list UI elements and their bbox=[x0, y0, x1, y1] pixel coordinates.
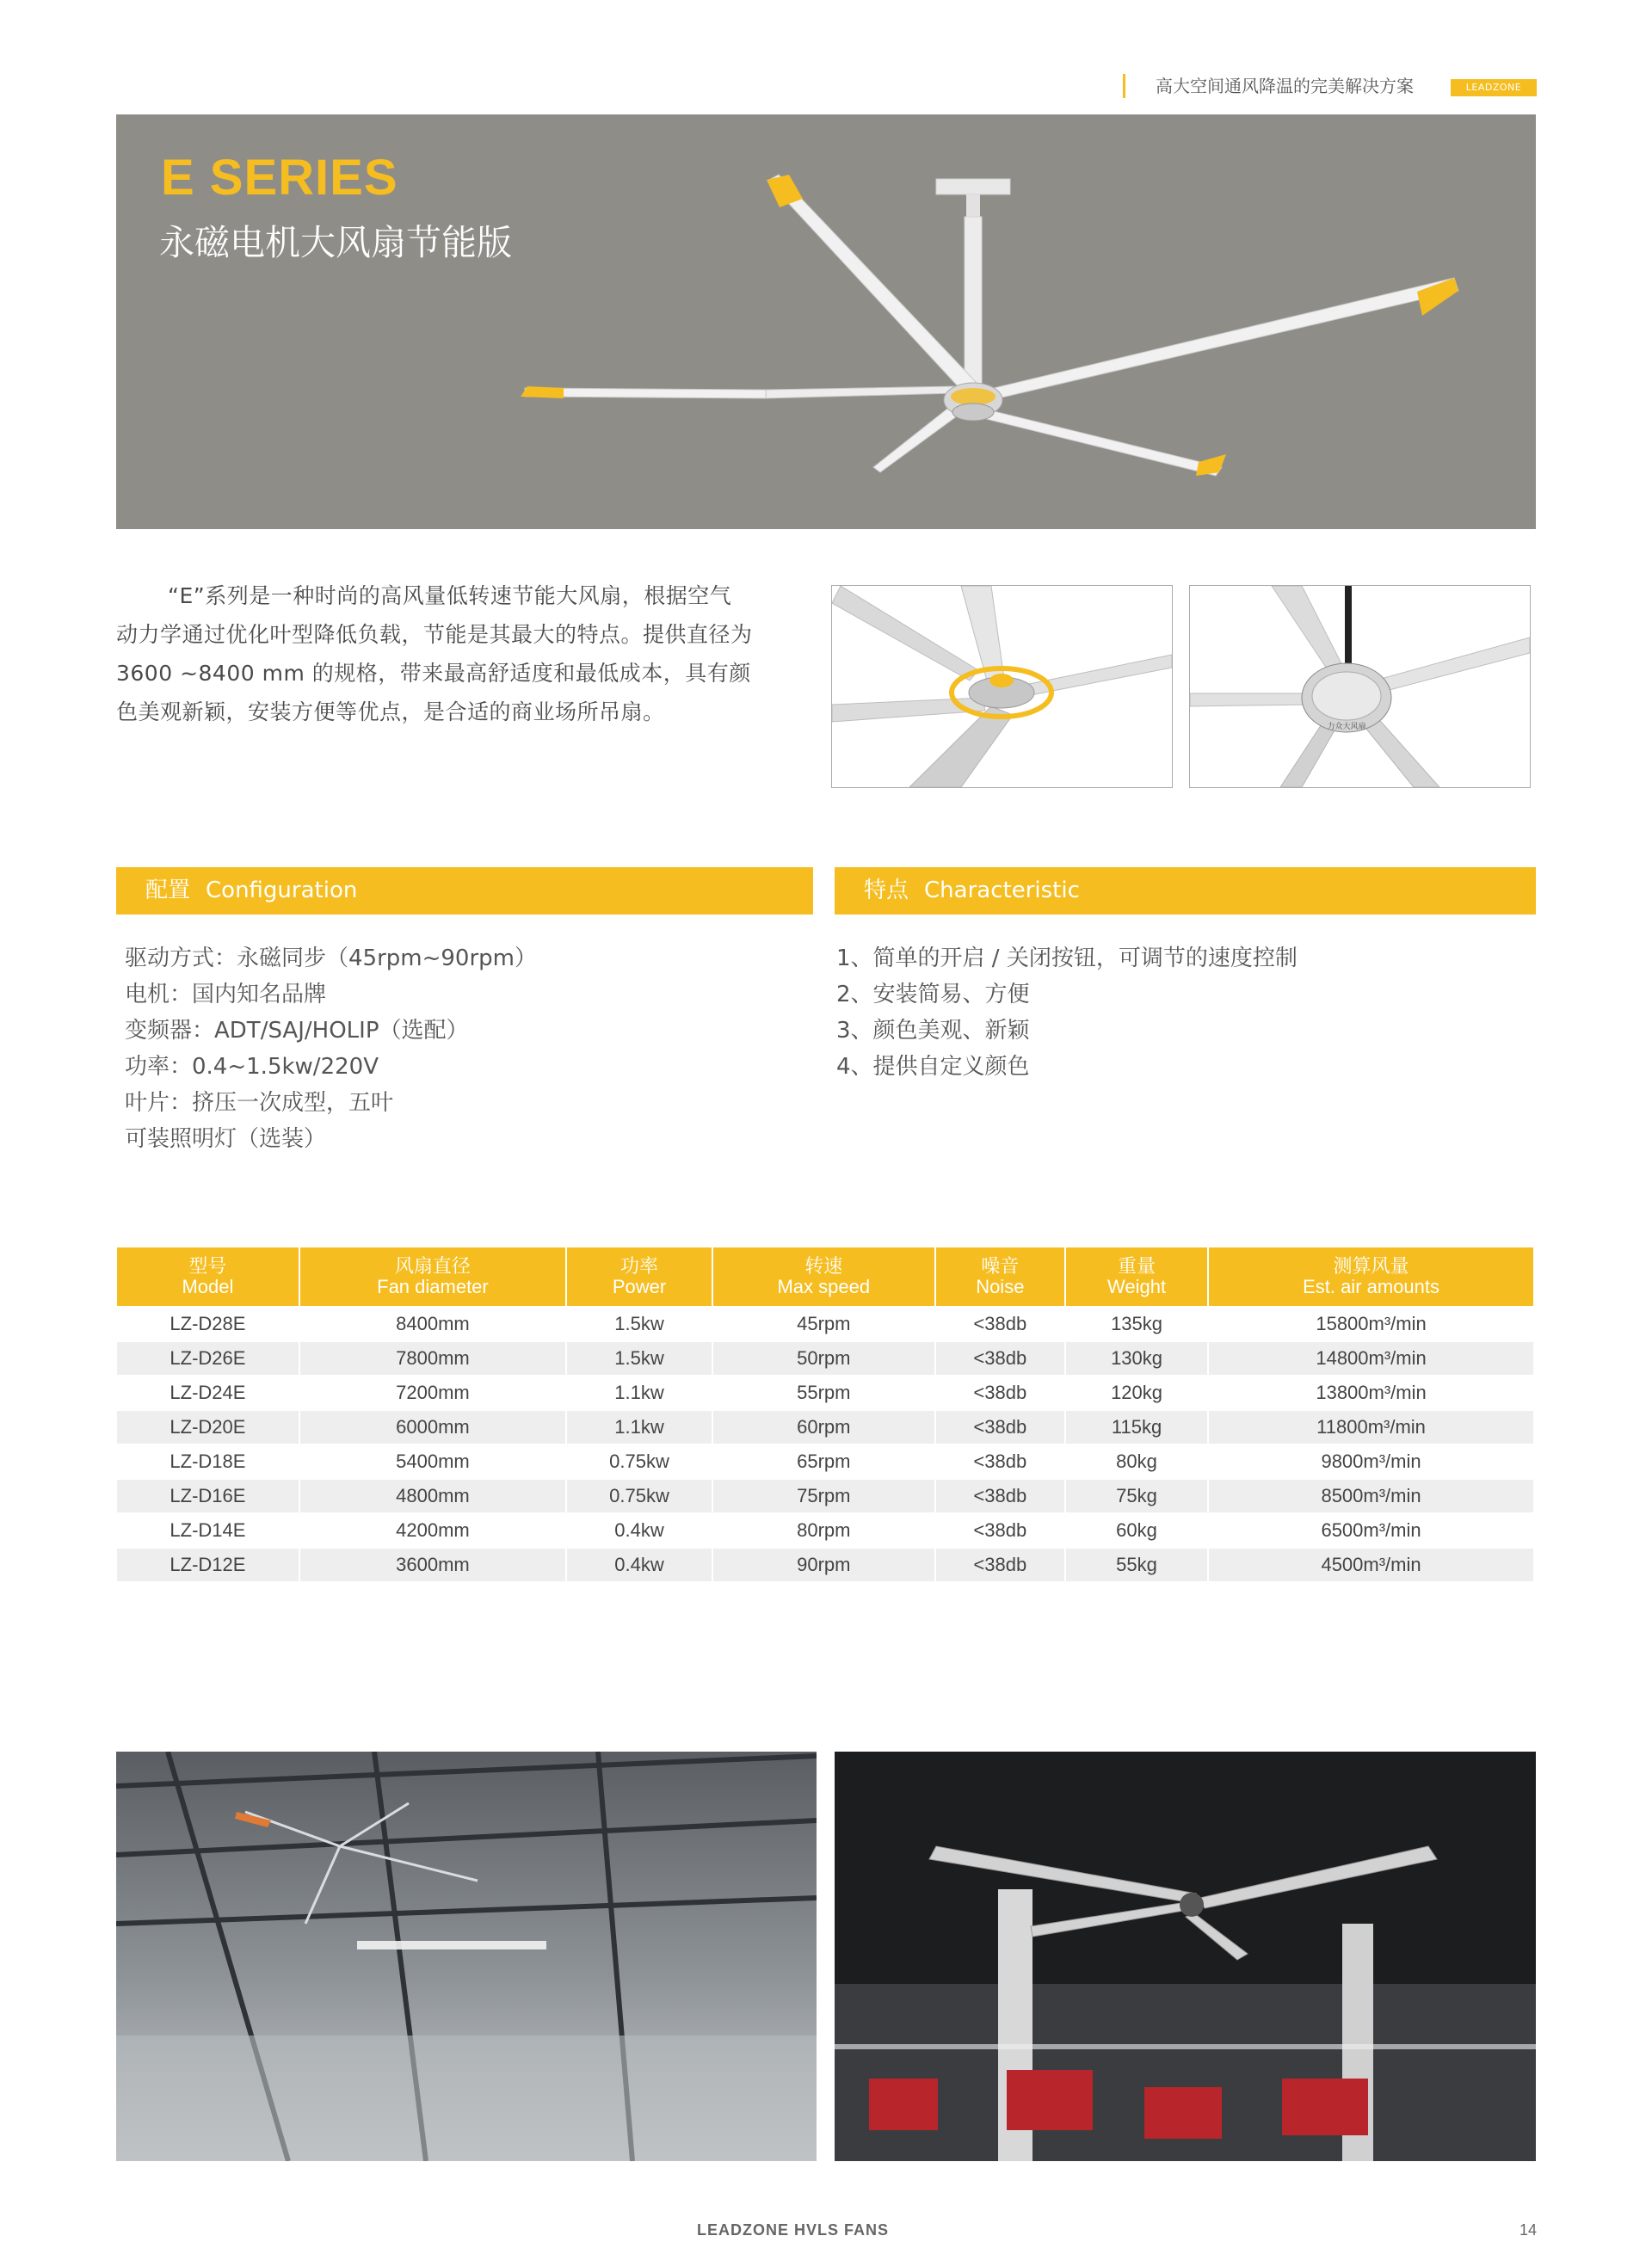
table-cell: 7800mm bbox=[300, 1342, 565, 1375]
configuration-list bbox=[125, 940, 537, 1157]
table-cell: 80rpm bbox=[797, 1519, 851, 1541]
hero-title: E SERIES bbox=[161, 150, 398, 206]
table-row bbox=[117, 1514, 1533, 1547]
table-cell: 75kg bbox=[1066, 1480, 1207, 1512]
configuration-title-en: Configuration bbox=[206, 878, 358, 903]
hero-subtitle: 永磁电机大风扇节能版 bbox=[159, 222, 512, 263]
header-tagline: 高大空间通风降温的完美解决方案 bbox=[1156, 76, 1414, 96]
list-item: 叶片：挤压一次成型，五叶 bbox=[125, 1090, 394, 1116]
table-row bbox=[117, 1342, 1533, 1375]
table-cell: LZ-D12E bbox=[117, 1549, 299, 1581]
table-cell: 75rpm bbox=[713, 1480, 934, 1512]
column-header: 型号 Model bbox=[117, 1247, 299, 1306]
table-cell: 13800m³/min bbox=[1316, 1382, 1427, 1403]
table-cell: LZ-D28E bbox=[170, 1313, 246, 1334]
table-row bbox=[117, 1445, 1533, 1478]
column-header: 重量 Weight bbox=[1066, 1247, 1207, 1306]
table-cell: LZ-D26E bbox=[117, 1342, 299, 1375]
table-row bbox=[117, 1377, 1533, 1409]
characteristic-title-cn: 特点 bbox=[864, 878, 909, 903]
table-cell: 9800m³/min bbox=[1321, 1451, 1421, 1472]
fan-hub-closeup-photo-1 bbox=[831, 585, 1173, 788]
table-cell: 130kg bbox=[1066, 1342, 1207, 1375]
column-header: 转速 Max speed bbox=[713, 1247, 934, 1306]
table-cell: 1.1kw bbox=[567, 1411, 712, 1444]
gym-install-photo bbox=[835, 1752, 1536, 2161]
list-item: 驱动方式：永磁同步（45rpm~90rpm） bbox=[125, 945, 537, 971]
table-cell: <38db bbox=[936, 1480, 1064, 1512]
list-item: 电机：国内知名品牌 bbox=[125, 982, 327, 1007]
table-cell: 115kg bbox=[1066, 1411, 1207, 1444]
brand-badge: LEADZONE bbox=[1451, 79, 1537, 96]
table-cell: 8500m³/min bbox=[1209, 1480, 1533, 1512]
table-cell: <38db bbox=[936, 1342, 1064, 1375]
list-item: 可装照明灯（选装） bbox=[125, 1126, 327, 1152]
table-cell: 0.4kw bbox=[614, 1519, 664, 1541]
list-item: 2、安装简易、方便 bbox=[836, 982, 1030, 1007]
table-cell: 60rpm bbox=[713, 1411, 934, 1444]
table-cell: LZ-D24E bbox=[170, 1382, 246, 1403]
table-cell: 65rpm bbox=[797, 1451, 851, 1472]
table-cell: 0.4kw bbox=[567, 1549, 712, 1581]
table-cell: 15800m³/min bbox=[1316, 1313, 1427, 1334]
table-header-row bbox=[117, 1247, 1533, 1306]
table-cell: 120kg bbox=[1111, 1382, 1163, 1403]
characteristic-header bbox=[835, 867, 1536, 915]
spec-table bbox=[115, 1246, 1535, 1583]
table-cell: <38db bbox=[973, 1451, 1027, 1472]
characteristic-list bbox=[836, 940, 1298, 1085]
table-cell: LZ-D16E bbox=[117, 1480, 299, 1512]
hub-logo-text: 力众大风扇 bbox=[1327, 723, 1366, 731]
column-header: 风扇直径 Fan diameter bbox=[300, 1247, 565, 1306]
table-row bbox=[117, 1549, 1533, 1581]
table-cell: 55kg bbox=[1066, 1549, 1207, 1581]
list-item: 3、颜色美观、新颖 bbox=[836, 1018, 1030, 1044]
table-cell: 4800mm bbox=[300, 1480, 565, 1512]
table-cell: <38db bbox=[936, 1549, 1064, 1581]
table-cell: 4500m³/min bbox=[1209, 1549, 1533, 1581]
table-cell: 6000mm bbox=[300, 1411, 565, 1444]
table-cell: 1.5kw bbox=[567, 1342, 712, 1375]
table-cell: 55rpm bbox=[797, 1382, 851, 1403]
table-cell: 6500m³/min bbox=[1321, 1519, 1421, 1541]
configuration-title-cn: 配置 bbox=[145, 878, 191, 903]
footer-brand: LEADZONE HVLS FANS bbox=[697, 2221, 890, 2239]
table-cell: 4200mm bbox=[396, 1519, 470, 1541]
table-cell: 0.75kw bbox=[567, 1480, 712, 1512]
column-header: 测算风量 Est. air amounts bbox=[1209, 1247, 1533, 1306]
list-item: 1、简单的开启 / 关闭按钮，可调节的速度控制 bbox=[836, 945, 1298, 971]
table-cell: <38db bbox=[973, 1313, 1027, 1334]
column-header: 噪音 Noise bbox=[936, 1247, 1064, 1306]
table-cell: <38db bbox=[936, 1411, 1064, 1444]
table-cell: 1.1kw bbox=[614, 1382, 664, 1403]
table-cell: 8400mm bbox=[396, 1313, 470, 1334]
table-cell: LZ-D14E bbox=[170, 1519, 246, 1541]
characteristic-title-en: Characteristic bbox=[924, 878, 1080, 903]
header-accent-line bbox=[1123, 74, 1125, 98]
table-cell: 0.75kw bbox=[609, 1451, 669, 1472]
table-cell: 14800m³/min bbox=[1209, 1342, 1533, 1375]
table-row bbox=[117, 1411, 1533, 1444]
table-cell: LZ-D20E bbox=[117, 1411, 299, 1444]
table-cell: <38db bbox=[973, 1382, 1027, 1403]
table-cell: 45rpm bbox=[797, 1313, 851, 1334]
table-cell: 80kg bbox=[1116, 1451, 1157, 1472]
warehouse-install-photo bbox=[116, 1752, 817, 2161]
table-cell: 11800m³/min bbox=[1209, 1411, 1533, 1444]
list-item: 4、提供自定义颜色 bbox=[836, 1054, 1030, 1080]
configuration-header bbox=[116, 867, 813, 915]
column-header: 功率 Power bbox=[567, 1247, 712, 1306]
intro-paragraph: “E”系列是一种时尚的高风量低转速节能大风扇，根据空气动力学通过优化叶型降低负载，节能是其最大的特点。提供直径为 3600 ~8400 mm 的规格，带来最高舒适度和最低成本，具有颜色美观新颖，安装方便等优点，是合适的商业场所吊扇。 bbox=[116, 583, 753, 724]
table-cell: 135kg bbox=[1111, 1313, 1163, 1334]
table-cell: 50rpm bbox=[713, 1342, 934, 1375]
list-item: 变频器：ADT/SAJ/HOLIP（选配） bbox=[125, 1018, 469, 1044]
table-cell: 90rpm bbox=[713, 1549, 934, 1581]
table-row bbox=[117, 1308, 1533, 1340]
table-cell: 5400mm bbox=[396, 1451, 470, 1472]
list-item: 功率：0.4~1.5kw/220V bbox=[125, 1054, 379, 1080]
fan-hub-closeup-photo-2 bbox=[1189, 585, 1531, 788]
table-cell: 60kg bbox=[1116, 1519, 1157, 1541]
page-number: 14 bbox=[1519, 2221, 1538, 2239]
hero-banner bbox=[116, 114, 1536, 529]
table-cell: <38db bbox=[973, 1519, 1027, 1541]
table-cell: 7200mm bbox=[396, 1382, 470, 1403]
table-row bbox=[117, 1480, 1533, 1512]
table-cell: 1.5kw bbox=[614, 1313, 664, 1334]
table-cell: LZ-D18E bbox=[170, 1451, 246, 1472]
table-cell: 3600mm bbox=[300, 1549, 565, 1581]
